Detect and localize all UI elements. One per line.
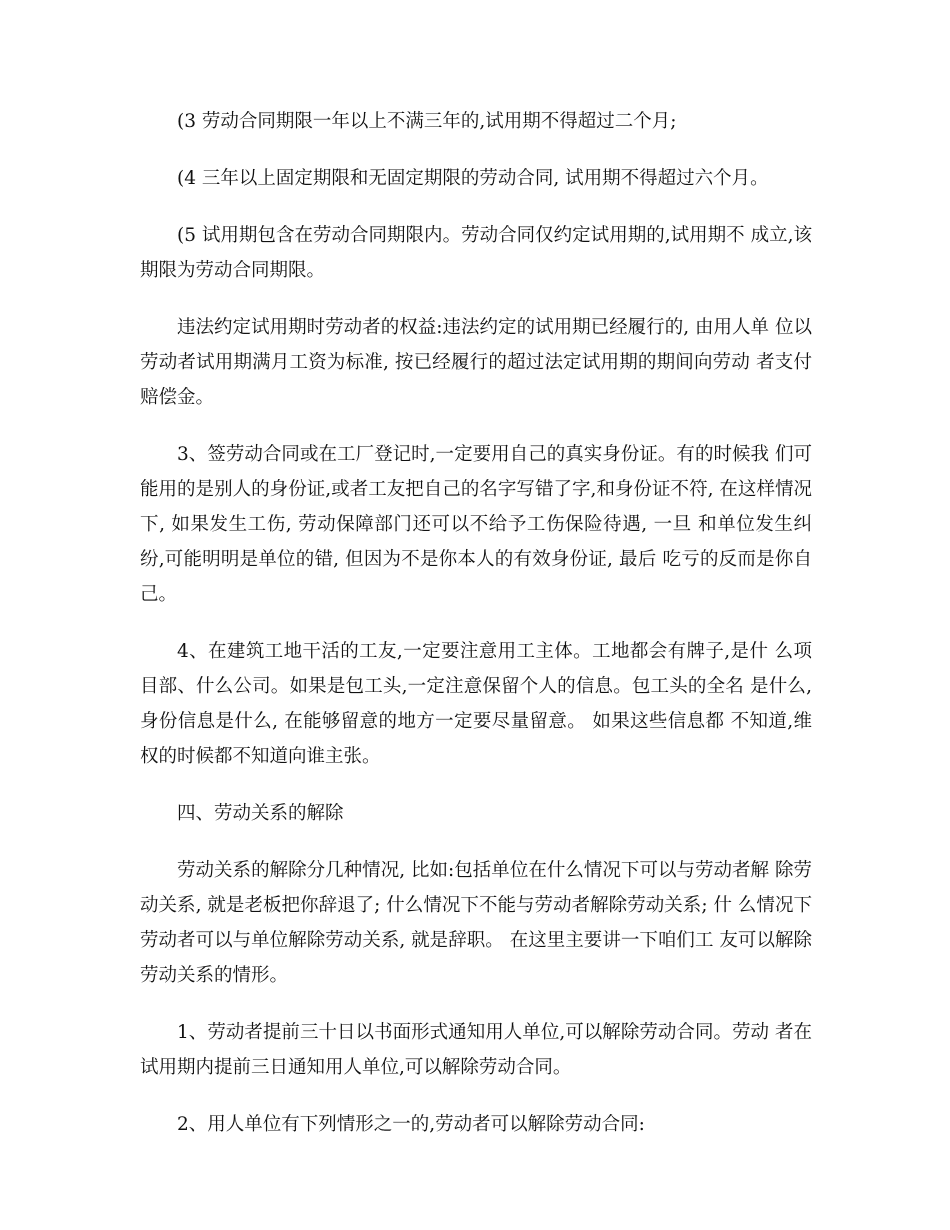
paragraph-termination-notice: 1、劳动者提前三十日以书面形式通知用人单位,可以解除劳动合同。劳动 者在试用期内提前三日通知用人单位,可以解除劳动合同。 <box>140 1022 812 1078</box>
paragraph-probation-clause-5: (5 试用期包含在劳动合同期限内。劳动合同仅约定试用期的,试用期不 成立,该期限为劳动合同期限。 <box>140 225 812 281</box>
paragraph-probation-clause-4: (4 三年以上固定期限和无固定期限的劳动合同, 试用期不得超过六个月。 <box>177 168 769 189</box>
paragraph-illegal-probation-rights: 违法约定试用期时劳动者的权益:违法约定的试用期已经履行的, 由用人单 位以劳动者试用期满月工资为标准, 按已经履行的超过法定试用期的期间向劳动 者支付赔偿金。 <box>140 317 812 408</box>
section-heading-termination: 四、劳动关系的解除 <box>177 803 344 824</box>
paragraph-employer-circumstances: 2、用人单位有下列情形之一的,劳动者可以解除劳动合同: <box>177 1114 645 1135</box>
paragraph-termination-overview: 劳动关系的解除分几种情况, 比如:包括单位在什么情况下可以与劳动者解 除劳动关系, 就是老板把你辞退了; 什么情况下不能与劳动者解除劳动关系; 什 么情况下劳动者可以与单位解除劳动关系, 就是辞职。 在这里主要讲一下咱们工 友可以解除劳动关系的情形。 <box>140 860 812 986</box>
paragraph-probation-clause-3: (3 劳动合同期限一年以上不满三年的,试用期不得超过二个月; <box>177 111 677 132</box>
paragraph-construction-employer: 4、在建筑工地干活的工友,一定要注意用工主体。工地都会有牌子,是什 么项目部、什么公司。如果是包工头,一定注意保留个人的信息。包工头的全名 是什么,身份信息是什么, 在能够留意的地方一定要尽量留意。 如果这些信息都 不知道,维权的时候都不知道向谁主张。 <box>140 641 812 767</box>
paragraph-real-id-card: 3、签劳动合同或在工厂登记时,一定要用自己的真实身份证。有的时候我 们可能用的是别人的身份证,或者工友把自己的名字写错了字,和身份证不符, 在这样情况下, 如果发生工伤, 劳动保障部门还可以不给予工伤保险待遇, 一旦 和单位发生纠纷,可能明明是单位的错, 但因为不是你本人的有效身份证, 最后 吃亏的反而是你自己。 <box>140 444 812 605</box>
